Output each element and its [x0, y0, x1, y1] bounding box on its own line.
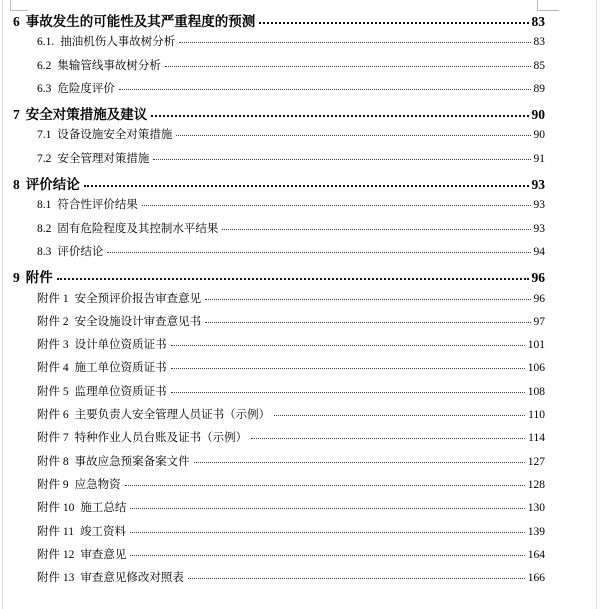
toc-entry-page-number: 114 — [528, 432, 545, 445]
toc-entry-title: 施工单位资质证书 — [74, 362, 167, 375]
toc-entry[interactable] — [0, 126, 600, 149]
toc-entry-number: 附件 9 — [37, 478, 69, 491]
toc-dot-leader — [165, 57, 531, 66]
toc-entry-title: 安全设施设计审查意见书 — [74, 315, 202, 328]
toc-entry-title: 安全管理对策措施 — [57, 152, 150, 165]
toc-entry-page-number: 164 — [527, 548, 545, 561]
toc-entry-page-number: 128 — [527, 478, 545, 491]
toc-entry-number: 8.2 — [37, 222, 52, 235]
toc-entry[interactable] — [0, 383, 600, 406]
toc-entry[interactable] — [0, 523, 600, 546]
toc-entry[interactable] — [0, 406, 600, 429]
toc-entry-page-number: 96 — [533, 292, 545, 305]
toc-entry[interactable] — [0, 150, 600, 173]
toc-entry[interactable] — [0, 499, 600, 522]
toc-entry-number: 6.1. — [37, 36, 55, 49]
toc-entry-page-number: 93 — [533, 222, 545, 235]
toc-dot-leader — [251, 430, 525, 439]
toc-entry[interactable] — [0, 429, 600, 452]
toc-entry-page-number: 127 — [527, 455, 545, 468]
toc-entry-number: 6 — [13, 14, 20, 29]
toc-entry-page-number: 139 — [527, 525, 545, 538]
toc-entry-number: 附件 3 — [37, 339, 69, 352]
toc-entry[interactable] — [0, 80, 600, 103]
toc-entry[interactable] — [0, 336, 600, 359]
toc-entry[interactable] — [0, 290, 600, 313]
toc-entry-number: 附件 8 — [37, 455, 69, 468]
toc-entry-page-number: 101 — [527, 339, 545, 352]
toc-entry-number: 附件 2 — [37, 315, 69, 328]
toc-entry-number: 附件 4 — [37, 362, 69, 375]
toc-entry-title: 危险度评价 — [57, 82, 115, 95]
toc-entry-title: 安全预评价报告审查意见 — [74, 292, 202, 305]
text-boundary-crop-mark-top-right — [537, 0, 538, 10]
toc-dot-leader — [57, 269, 529, 281]
toc-entry-title: 评价结论 — [57, 245, 104, 258]
toc-entry-number: 附件 5 — [37, 385, 69, 398]
toc-entry-page-number: 90 — [531, 107, 545, 123]
toc-entry-title: 审查意见修改对照表 — [80, 572, 184, 585]
toc-entry-title: 抽油机伤人事故树分析 — [60, 36, 176, 49]
toc-entry-title: 主要负责人安全管理人员证书（示例） — [74, 409, 271, 422]
toc-dot-leader — [130, 500, 524, 509]
toc-dot-leader — [130, 547, 524, 556]
toc-entry-number: 附件 13 — [37, 572, 75, 585]
toc-entry[interactable] — [0, 220, 600, 243]
toc-entry[interactable] — [0, 546, 600, 569]
text-boundary-crop-mark-top-left — [10, 0, 11, 10]
toc-entry[interactable] — [0, 10, 600, 33]
toc-dot-leader — [194, 453, 525, 462]
toc-entry[interactable] — [0, 476, 600, 499]
toc-entry-title: 特种作业人员台账及证书（示例） — [74, 432, 248, 445]
toc-entry-page-number: 130 — [527, 502, 545, 515]
table-of-contents — [0, 10, 600, 592]
toc-entry-page-number: 110 — [528, 409, 545, 422]
toc-entry-title: 固有危险程度及其控制水平结果 — [57, 222, 219, 235]
toc-entry-title: 集输管线事故树分析 — [57, 59, 161, 72]
toc-entry-number: 6.2 — [37, 59, 52, 72]
toc-entry[interactable] — [0, 313, 600, 336]
toc-entry-number: 附件 1 — [37, 292, 69, 305]
toc-entry-page-number: 97 — [533, 315, 545, 328]
toc-entry-title: 审查意见 — [80, 548, 127, 561]
toc-entry[interactable] — [0, 33, 600, 56]
toc-entry-page-number: 83 — [533, 36, 545, 49]
toc-dot-leader — [130, 523, 525, 532]
toc-entry-page-number: 89 — [533, 82, 545, 95]
toc-entry-title: 事故发生的可能性及其严重程度的预测 — [25, 14, 256, 29]
toc-entry-title: 应急物资 — [74, 478, 121, 491]
toc-dot-leader — [151, 105, 528, 117]
toc-entry-page-number: 166 — [527, 572, 545, 585]
toc-entry-number: 6.3 — [37, 82, 52, 95]
toc-dot-leader — [153, 151, 530, 160]
toc-dot-leader — [176, 127, 530, 136]
toc-entry-number: 8.1 — [37, 199, 52, 212]
toc-entry-title: 符合性评价结果 — [57, 199, 138, 212]
toc-entry-title: 设备设施安全对策措施 — [57, 129, 173, 142]
toc-dot-leader — [179, 34, 530, 43]
toc-entry-number: 7.2 — [37, 152, 52, 165]
toc-entry[interactable] — [0, 453, 600, 476]
toc-entry-page-number: 96 — [531, 270, 545, 286]
toc-dot-leader — [188, 570, 525, 579]
toc-entry-page-number: 83 — [531, 14, 545, 29]
toc-dot-leader — [274, 407, 525, 416]
toc-entry-number: 7 — [13, 107, 20, 123]
toc-dot-leader — [84, 175, 529, 187]
toc-entry[interactable] — [0, 569, 600, 592]
toc-dot-leader — [125, 477, 525, 486]
toc-entry-page-number: 91 — [533, 152, 545, 165]
toc-entry[interactable] — [0, 103, 600, 126]
toc-entry-title: 施工总结 — [80, 502, 127, 515]
toc-entry-title: 附件 — [25, 270, 53, 286]
toc-entry-page-number: 85 — [533, 59, 545, 72]
toc-entry[interactable] — [0, 266, 600, 289]
toc-entry[interactable] — [0, 173, 600, 196]
toc-dot-leader — [142, 197, 531, 206]
toc-entry-title: 安全对策措施及建议 — [25, 107, 148, 123]
toc-entry-number: 9 — [13, 270, 20, 286]
toc-dot-leader — [205, 314, 530, 323]
toc-entry[interactable] — [0, 359, 600, 382]
toc-dot-leader — [171, 383, 525, 392]
toc-entry-title: 评价结论 — [25, 177, 80, 193]
toc-dot-leader — [107, 244, 530, 253]
toc-entry-number: 7.1 — [37, 129, 52, 142]
toc-dot-leader — [205, 290, 530, 299]
toc-dot-leader — [171, 337, 525, 346]
toc-dot-leader — [171, 360, 525, 369]
toc-entry-page-number: 108 — [527, 385, 545, 398]
toc-entry-number: 附件 12 — [37, 548, 75, 561]
toc-entry[interactable] — [0, 57, 600, 80]
toc-entry-title: 竣工资料 — [79, 525, 126, 538]
toc-entry-number: 附件 11 — [37, 525, 74, 538]
toc-entry-page-number: 93 — [533, 199, 545, 212]
toc-dot-leader — [222, 220, 530, 229]
toc-entry-number: 8 — [13, 177, 20, 193]
toc-entry-page-number: 94 — [533, 245, 545, 258]
toc-entry-number: 附件 6 — [37, 409, 69, 422]
toc-entry-number: 8.3 — [37, 245, 52, 258]
toc-entry-number: 附件 7 — [37, 432, 69, 445]
toc-entry[interactable] — [0, 243, 600, 266]
toc-dot-leader — [119, 81, 531, 90]
toc-entry-title: 事故应急预案备案文件 — [74, 455, 190, 468]
toc-entry-title: 监理单位资质证书 — [74, 385, 167, 398]
toc-entry-title: 设计单位资质证书 — [74, 339, 167, 352]
toc-entry-page-number: 106 — [527, 362, 545, 375]
toc-dot-leader — [259, 12, 528, 24]
toc-entry-page-number: 90 — [533, 129, 545, 142]
toc-entry[interactable] — [0, 196, 600, 219]
toc-entry-page-number: 93 — [531, 177, 545, 193]
toc-entry-number: 附件 10 — [37, 502, 75, 515]
